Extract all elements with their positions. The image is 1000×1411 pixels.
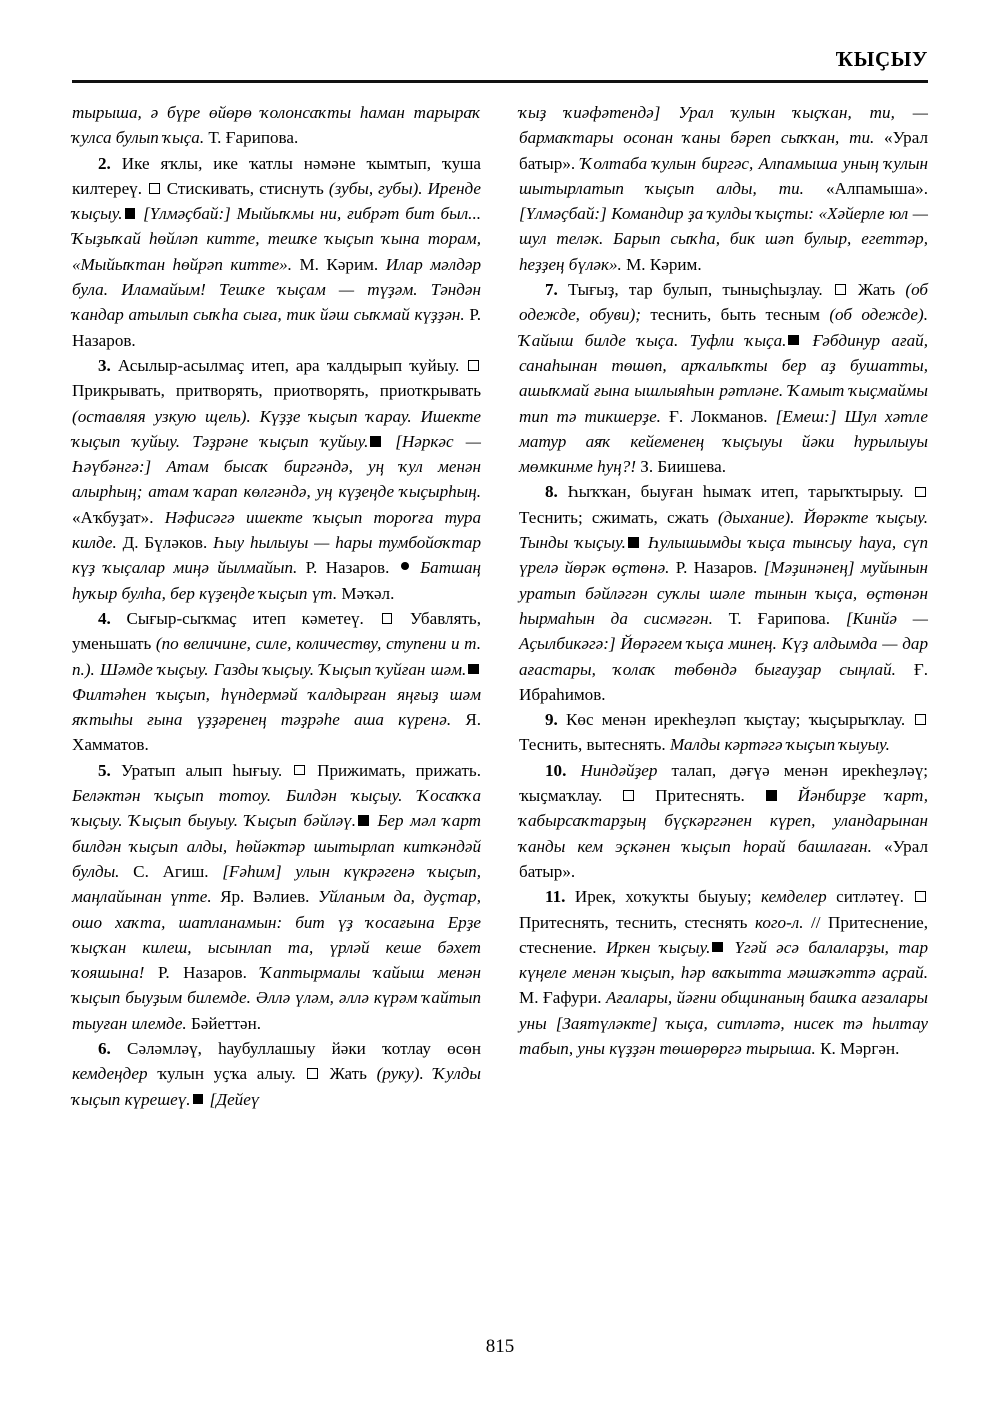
example-text: [Мәҙинәнең] муйынын уратып бәйләгән суҡлы шәле тынын ҡыҫа, өҫтөнән һырмаһын да сисмәгән. [519,558,928,628]
running-head [72,47,928,72]
sense-number: 9. [545,710,558,730]
example-text: Иркен ҡыҫыу. [605,937,711,957]
example-text: Ҡаптырмалы ҡайыш менән ҡыҫып быуҙым билемде. Әллә үләм, әллә күрәм ҡайтып тыуған илемде. [72,963,481,1033]
sense-number: 11. [545,887,566,907]
sense-number: 5. [98,760,111,780]
filled-square-marker [358,815,369,826]
example-text: (зубы, губы). Иренде ҡыҫыу. [72,178,481,224]
sense-number: 8. [545,482,558,502]
example-text: [Нәркәс — Һәүбәнгә:] Атам бысаҡ биргәндә, уң ҡул менән алырһың; атам ҡарап көлгәндә, уң күҙеңде ҡыҫырһың. [72,431,481,502]
gloss-text: М. Ғафури. [519,988,606,1008]
filled-square-marker [628,537,639,548]
example-text: Йәнбирҙе ҡарт, ҡабырсаҡтарҙың бүҫкәргәнен күреп, уландарынан ҡанды кем эҫкәнен ҡыҫып һорай башлаған. [519,786,928,856]
sense-paragraph [72,100,481,151]
gloss-text: Я. Хамматов. [72,710,481,755]
example-text: Уйланым да, дуҫтар, ошо хаҡта, шатланамын: бит үҙ ҡосағына Ерҙе ҡыҫҡан килеш, ысынлап та, үрләй кеше бәхет ҡояшына! [72,887,481,983]
gloss-text: Теснить, вытеснять. [519,735,670,755]
gloss-text: Притеснять, теснить, стеснять [519,912,755,932]
bullet-marker [401,562,409,570]
gloss-text: ҡулын уҫҡа алыу. [147,1064,306,1084]
example-text: [Fәһим] улын күкрәгенә ҡыҫып, маңлайынан үпте. [72,861,481,907]
sense-paragraph [519,884,928,1061]
gloss-text: К. Мәргән. [815,1038,900,1058]
filled-square-marker [468,664,479,675]
column-left [72,100,481,1112]
sense-paragraph [519,479,928,707]
open-square-marker [623,790,634,801]
gloss-text: Стискивать, стиснуть [161,178,329,198]
sense-paragraph [519,758,928,884]
sense-paragraph [72,1036,481,1112]
gloss-text: Ирек, хоҡуҡты быуыу; [565,887,762,907]
example-text: кого-л. [754,912,804,932]
example-text: (об одежде, обуви); [519,280,928,325]
gloss-text: «Алпамыша». [803,178,928,198]
open-square-marker [382,613,393,624]
gloss-text: Асылыр-асылмаҫ итеп, ара ҡалдырып ҡуйыу. [110,355,467,375]
sense-paragraph [72,151,481,353]
column-right [519,100,928,1112]
gloss-text: Притеснять. [636,786,764,806]
gloss-text: // Притеснение, стеснение. [519,912,928,957]
gloss-text: Мәҡәл. [337,583,395,603]
example-text: Ҡолтаба ҡулын биргәс, Алпамыша уның ҡулын шытырлатып ҡыҫып алды, ти. [519,153,928,198]
example-text: (руку). Ҡулды ҡыҫып күрешеү. [72,1064,481,1109]
gloss-text: Бәйеттән. [186,1013,262,1033]
gloss-text: Р. Назаров. [297,558,398,578]
gloss-text: Һыҡҡан, быуған һымаҡ итеп, тарыҡтырыу. [557,482,914,502]
gloss-text: Р. Назаров. [72,305,481,350]
gloss-text: Т. Ғарипова. [712,608,846,628]
gloss-text: Жать [319,1064,377,1084]
gloss-text: теснить, быть тесным [640,305,830,325]
example-text: Беләктән ҡыҫып тотоу. Билдән ҡыҫыу. Ҡосаҡҡа ҡыҫыу. Ҡыҫып быуыу. Ҡыҫып бәйләү. [72,786,481,831]
open-square-marker [149,183,160,194]
gloss-text: Р. Назаров. [144,963,261,983]
gloss-text: Ғ. Ибраһимов. [519,659,928,704]
example-text: Ниндәйҙер [566,760,658,780]
page-folio [0,1336,1000,1358]
sense-paragraph [72,606,481,758]
open-square-marker [915,714,926,725]
example-text: Нәфисәгә ишекте ҡыҫып тороrға тура килде. [72,507,481,553]
sense-number: 7. [545,280,558,300]
gloss-text: Ғ. Локманов. [660,406,776,426]
filled-square-marker [712,942,723,953]
sense-number: 3. [98,355,111,375]
example-text: [Үлмәҫбай:] Мыйыҡмы ни, ғибрәт бит был... Ҡыҙыҡай һөйләп китте, тешҡе ҡыҫып ҡына торам, «Мыйыҡтан һөйрәп китте». [72,204,481,274]
open-square-marker [835,284,846,295]
sense-number: 2. [98,153,111,173]
open-square-marker [307,1068,318,1079]
example-text: (дыхание). Йөрәкте ҡыҫыу. Тынды ҡыҫыу. [519,507,928,553]
gloss-text: З. Биишева. [636,457,726,477]
text-columns [72,100,928,1112]
gloss-text: М. Кәрим. [292,254,386,274]
example-text: (об одежде). Ҡайыш билде ҡыҫа. Туфли ҡыҫа. [519,305,928,350]
gloss-text: Прижимать, прижать. [307,760,481,780]
open-square-marker [915,891,926,902]
sense-paragraph [519,707,928,758]
gloss-text: Тығыҙ, тар булып, тыныҫһыҙлау. [557,280,833,300]
example-text: Ағалары, йәғни общинаның башҡа ағзалары уны [Заятүләкте] ҡыҫа, ситләтә, нисек тә һылтау табып, уны күҙҙән төшөрөргә тырыша. [519,988,928,1058]
open-square-marker [915,487,926,498]
filled-square-marker [788,335,799,346]
gloss-text: талап, дәғүә менән ирекһеҙләү; ҡыҫмаҡлау. [519,760,928,806]
filled-square-marker [766,790,777,801]
example-text: Батшаң һуҡыр булһа, бер күҙеңде ҡыҫып үт. [72,558,481,603]
gloss-text: Т. Ғарипова. [204,128,299,148]
gloss-text: Прикрывать, притворять, приотворять, приоткрывать [72,381,481,401]
example-text: [Емеш:] Шул хәтле матур аяҡ кейеменең ҡыҫыуы йәки һурылыуы мөмкинме һуң?! [519,406,928,477]
filled-square-marker [193,1094,204,1105]
gloss-text: М. Кәрим. [621,254,702,274]
gloss-text: Сәләмләү, һаубуллашыу йәки ҡотлау өсөн [110,1038,481,1058]
filled-square-marker [370,436,381,447]
example-text: Ғәбдинур ағай, санаһынан төшөп, арҡалыҡты бер аҙ бушатты, ашыҡмай ғына ышлыяһын рәтләне. Ҡамыт ҡыҫмаймы тип тә тикшерҙе. [519,330,929,426]
example-text: Филтәһен ҡыҫып, һүндермәй ҡалдырған яңғыҙ шәм яҡтыһы ғына үҙҙәренең тәҙрәһе аша күренә. [72,684,481,730]
folio-number: 815 [485,1336,515,1357]
example-text: [Үлмәҫбай:] Командир ҙа ҡулды ҡыҫты: «Хәйерле юл — шул теләк. Барып сыҡһа, бик шәп булыр, егеттәр, һеҙҙең бүләк». [519,204,928,274]
sense-paragraph [72,758,481,1036]
open-square-marker [294,765,305,776]
example-text: (оставляя узкую щель). Күҙҙе ҡыҫып ҡарау. Ишекте ҡыҫып ҡуйыу. Тәҙрәне ҡыҫып ҡуйыу. [72,406,481,451]
gloss-text: Яр. Вәлиев. [211,887,318,907]
gloss-text: Ике яҡлы, ике ҡатлы нәмәне ҡымтып, ҡуша килтереү. [72,153,481,198]
gloss-text: ситләтеү. [826,887,914,907]
example-text: тырыша, ә бүре өйөрө ҡолонсаҡты һаман тарыраҡ ҡулса булып ҡыҫа. [72,103,481,148]
example-text: [Кинйә — Аҫылбикәгә:] Йөрәгем ҡыҫа минең. Күҙ алдымда — дар ағастары, ҡолаҡ төбөндә бығауҙар сыңлай. [519,608,928,679]
example-text: [Дейеү [205,1089,260,1109]
gloss-text: Убавлять, уменьшать [72,608,481,654]
example-text: Малды кәртәгә ҡыҫып ҡыуыу. [669,735,890,755]
gloss-text: Көс менән ирекһеҙләп ҡыҫтау; ҡыҫырыҡлау. [557,710,914,730]
sense-number: 6. [98,1038,111,1058]
running-head-text: ҠЫҪЫУ [835,47,928,71]
sense-paragraph [72,353,481,606]
example-text: кемделер [761,887,827,907]
gloss-text: С. Агиш. [119,861,223,881]
gloss-text: Теснить; сжимать, сжать [519,507,718,527]
example-text: Илар мәлдәр була. Иламайым! Тешҡе ҡыҫам — түҙәм. Тәндән ҡандар атылып сыҡһа сыға, тик йәш сыҡмай күҙҙән. [72,254,481,325]
header-rule [72,80,928,83]
example-text: Бер мәл ҡарт билдән ҡыҫып алды, һөйәктәр шытырлап киткәндәй булды. [72,811,481,881]
gloss-text: Уратып алып һығыу. [110,760,293,780]
example-text: Үгәй әсә балаларҙы, тар күңеле менән ҡыҫып, һәр ваҡытта мәшәҡәттә аҫрай. [519,937,928,983]
filled-square-marker [125,208,136,219]
open-square-marker [468,360,479,371]
gloss-text: Жать [847,280,906,300]
example-text: Һыу һылыуы — һары тумбойоҡтар күҙ ҡыҫалар миңә йылмайып. [72,533,482,578]
example-text: Һулышымды ҡыҫа тынсыу һауа, сүп үрелә йөрәк өҫтөнә. [519,533,929,578]
gloss-text: Д. Бүләков. [116,533,214,553]
sense-number: 4. [98,608,111,628]
gloss-text: «Аҡбуҙат». [72,507,165,527]
gloss-text: «Урал батыр». [519,836,928,881]
gloss-text: Р. Назаров. [669,558,764,578]
sense-paragraph [519,277,928,479]
example-text: (по величине, силе, количеству, ступени и т. п.). Шәмде ҡыҫыу. Газды ҡыҫыу. Ҡыҫып ҡуйған шәм. [72,634,481,679]
gloss-text: Сығыр-сыҡмаҫ итеп кәметеү. [110,608,380,628]
gloss-text: «Урал батыр». [519,128,928,173]
example-text: ҡыҙ ҡиәфәтендә] Урал ҡулын ҡыҫҡан, ти, — бармаҡтары осонан ҡаны бәреп сыҡҡан, ти. [519,103,928,148]
example-text: кемдеңдер [72,1064,148,1084]
sense-number: 10. [545,760,567,780]
sense-paragraph [519,100,928,277]
